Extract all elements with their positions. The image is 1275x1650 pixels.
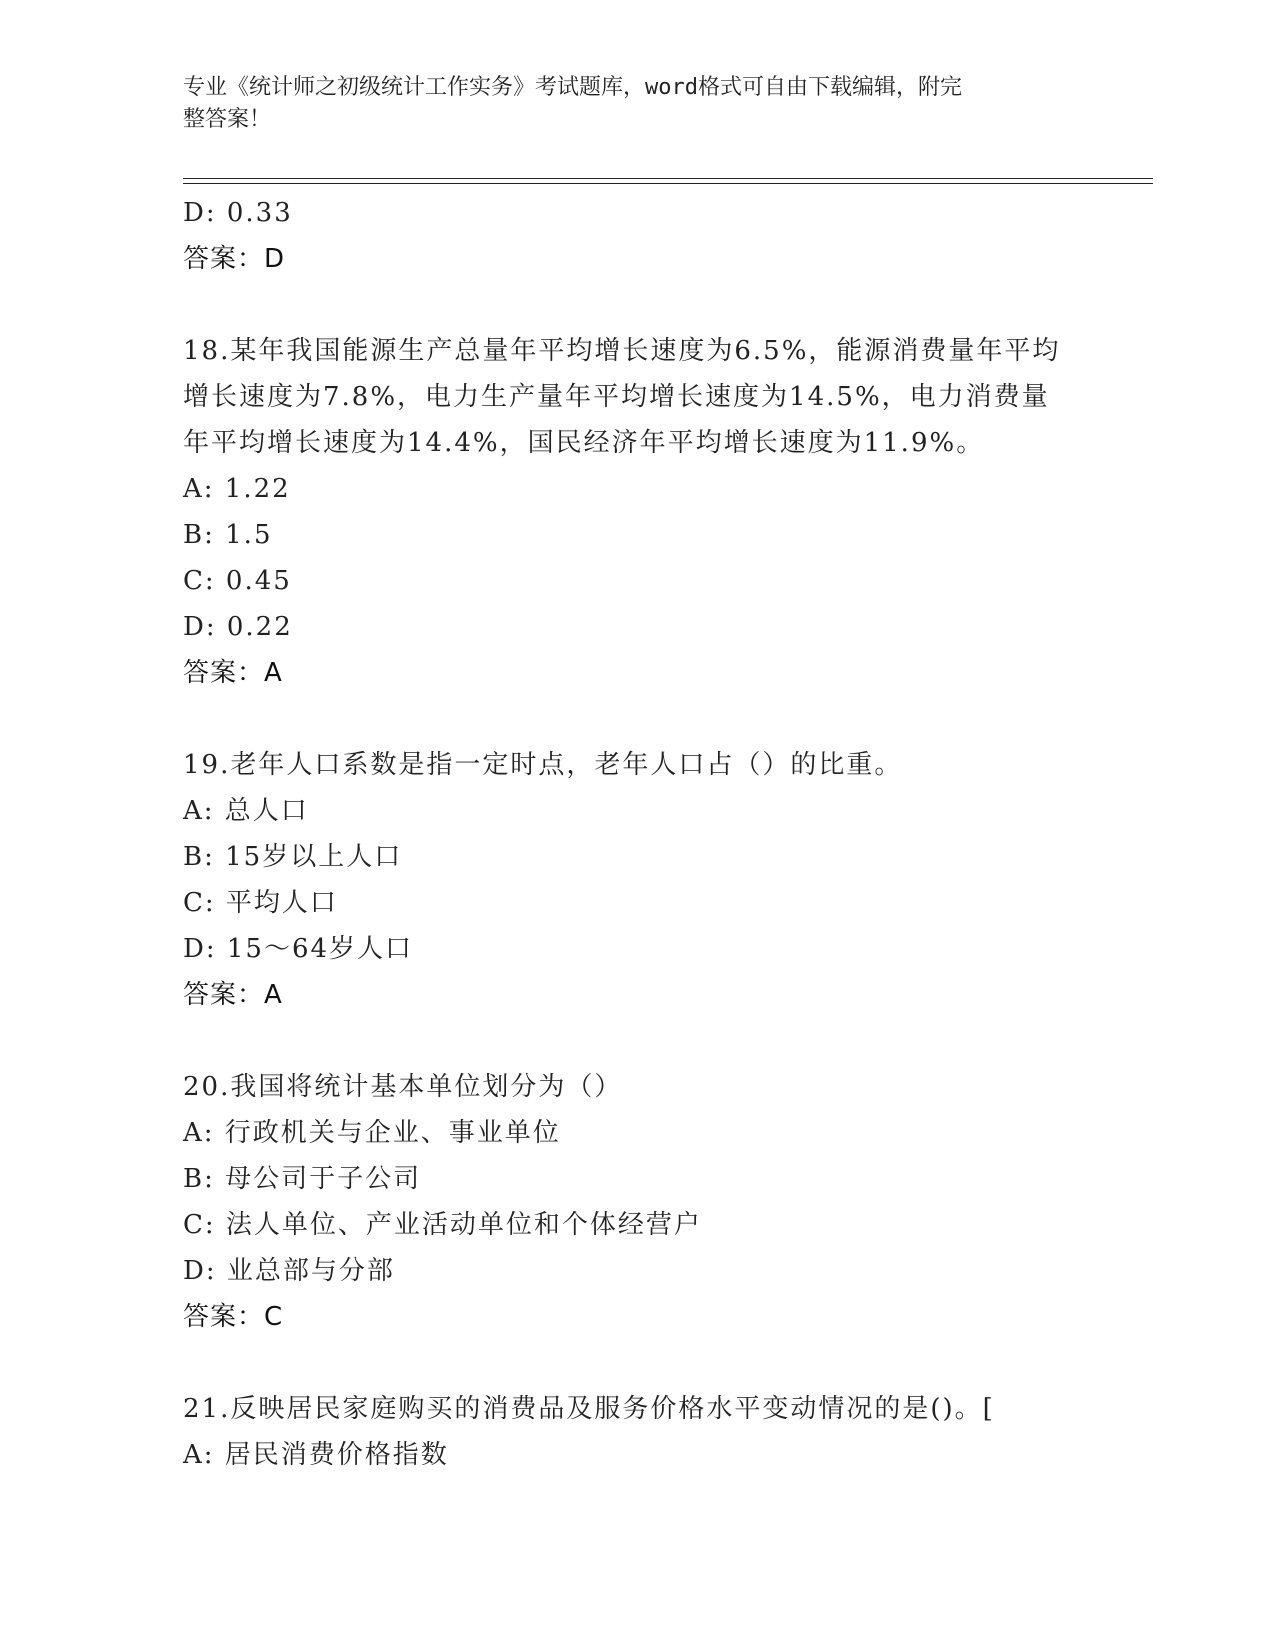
option-a: A: 居民消费价格指数 — [183, 1440, 449, 1470]
option-d: D: 业总部与分部 — [183, 1256, 395, 1286]
question-21-text: 21.反映居民家庭购买的消费品及服务价格水平变动情况的是()。[ — [183, 1394, 995, 1424]
option-a: A: 1.22 — [183, 474, 291, 504]
header-line-2: 整答案！ — [183, 107, 272, 132]
question-19-text: 19.老年人口系数是指一定时点，老年人口占（）的比重。 — [183, 750, 903, 780]
question-21 — [183, 1386, 1083, 1478]
question-17-tail — [183, 190, 1083, 282]
spacer — [183, 1018, 1083, 1064]
answer-label: 答案：A — [183, 980, 283, 1010]
document-header — [183, 72, 1063, 136]
question-20 — [183, 1064, 1083, 1340]
document-body — [183, 190, 1083, 1478]
option-a: A: 总人口 — [183, 796, 309, 826]
answer-label: 答案：D — [183, 244, 286, 274]
option-c: C: 平均人口 — [183, 888, 338, 918]
option-d: D: 0.22 — [183, 612, 293, 642]
answer-label: 答案：A — [183, 658, 283, 688]
answer-label: 答案：C — [183, 1302, 284, 1332]
question-18-text-line-2: 增长速度为7.8%，电力生产量年平均增长速度为14.5%，电力消费量 — [183, 382, 1050, 412]
option-b: B: 母公司于子公司 — [183, 1164, 422, 1194]
spacer — [183, 696, 1083, 742]
option-d: D: 0.33 — [183, 198, 293, 228]
spacer — [183, 1340, 1083, 1386]
question-18 — [183, 328, 1083, 696]
option-d: D: 15～64岁人口 — [183, 934, 414, 964]
question-18-text-line-3: 年平均增长速度为14.4%，国民经济年平均增长速度为11.9%。 — [183, 428, 985, 458]
option-c: C: 0.45 — [183, 566, 292, 596]
option-c: C: 法人单位、产业活动单位和个体经营户 — [183, 1210, 702, 1240]
header-line-1: 专业《统计师之初级统计工作实务》考试题库，word格式可自由下载编辑，附完 — [183, 75, 962, 100]
spacer — [183, 282, 1083, 328]
option-b: B: 15岁以上人口 — [183, 842, 403, 872]
question-19 — [183, 742, 1083, 1018]
question-18-text-line-1: 18.某年我国能源生产总量年平均增长速度为6.5%，能源消费量年平均 — [183, 336, 1061, 366]
option-a: A: 行政机关与企业、事业单位 — [183, 1118, 561, 1148]
question-20-text: 20.我国将统计基本单位划分为（） — [183, 1072, 623, 1102]
option-b: B: 1.5 — [183, 520, 273, 550]
header-divider-top — [183, 178, 1153, 179]
header-divider-bottom — [183, 183, 1153, 184]
